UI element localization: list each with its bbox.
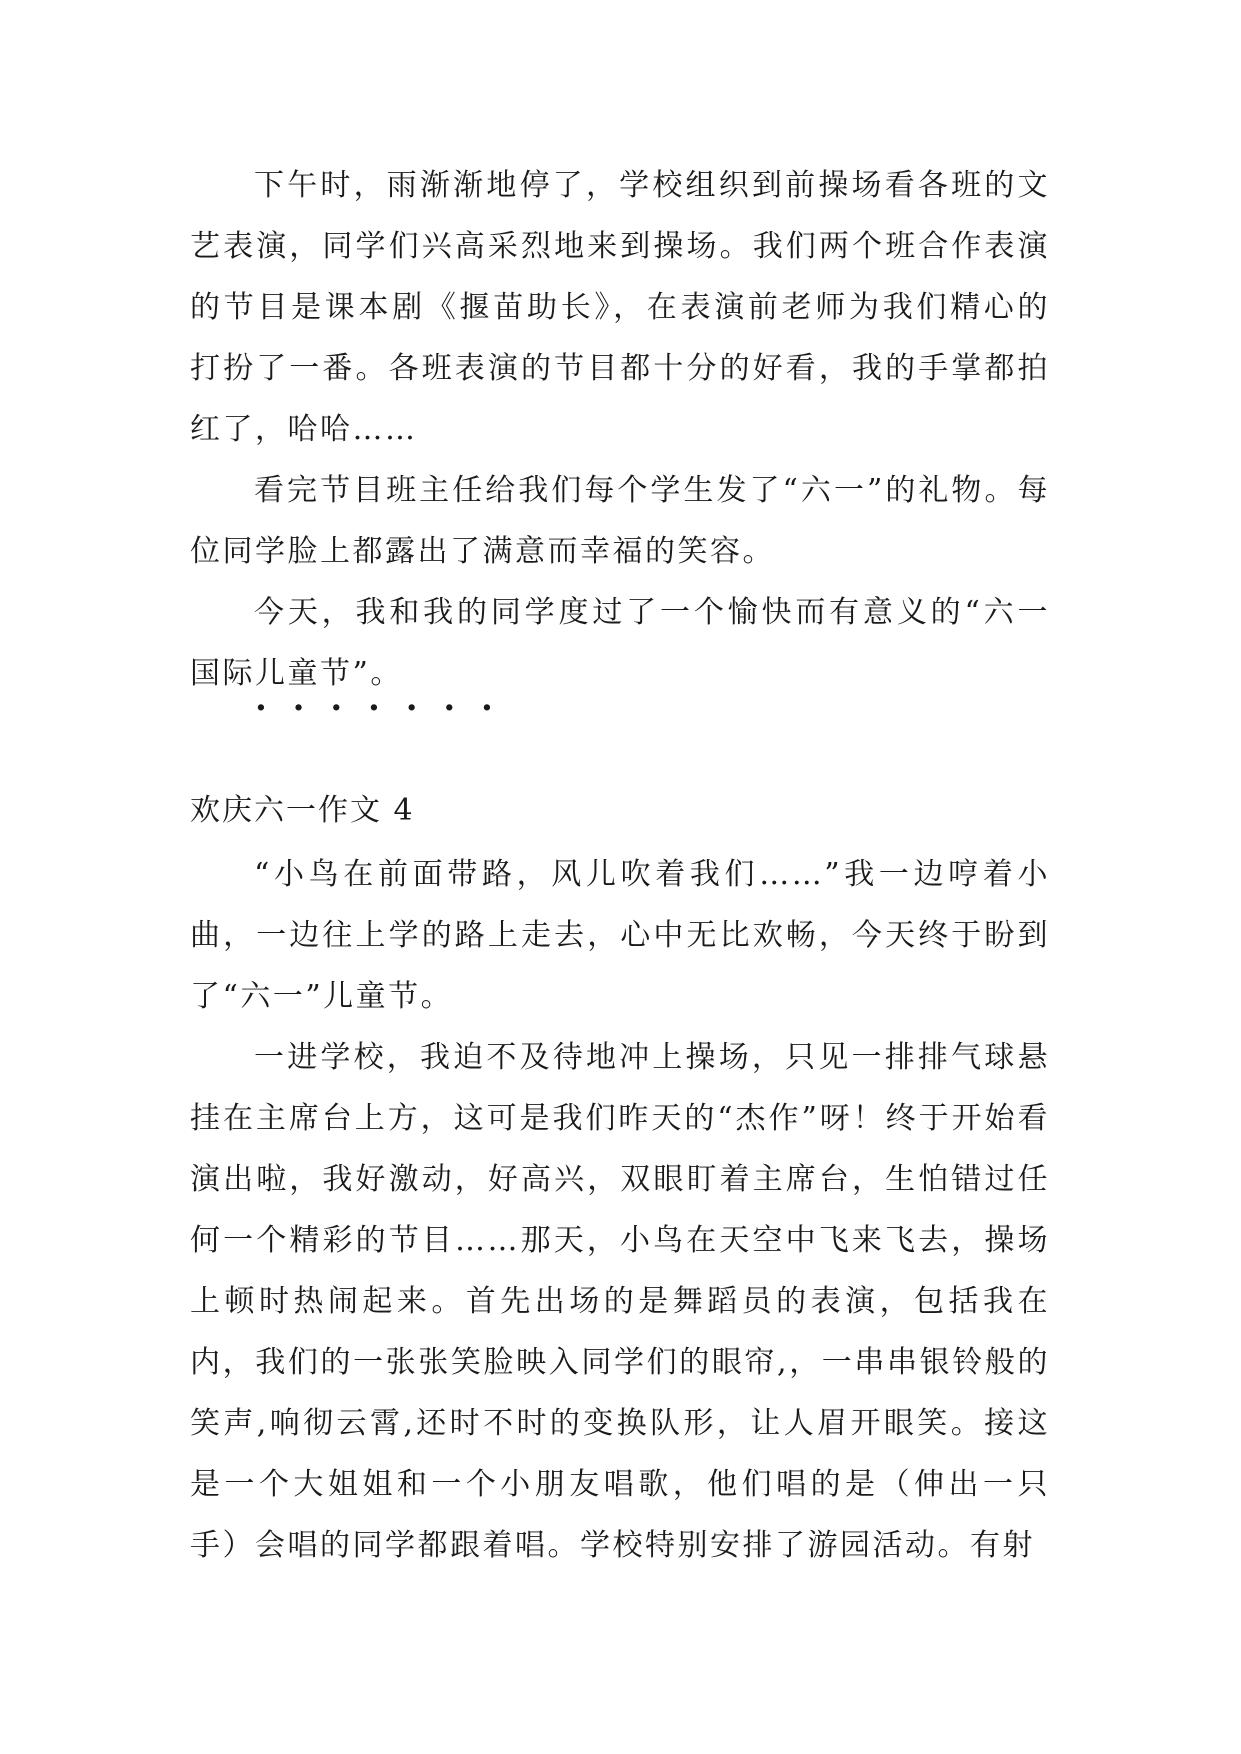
- paragraph: 下午时，雨渐渐地停了，学校组织到前操场看各班的文艺表演，同学们兴高采烈地来到操场。我们两个班合作表演的节目是课本剧《揠苗助长》，在表演前老师为我们精心的打扮了一番。各班表演的节目都十分的好看，我的手掌都拍红了，哈哈……: [190, 168, 1050, 447]
- essay-body-bottom: [190, 844, 1050, 1576]
- paragraph: 今天，我和我的同学度过了一个愉快而有意义的“六一国际儿童节”。: [190, 595, 1050, 691]
- essay-body-top: [190, 155, 1050, 704]
- paragraph: 一进学校，我迫不及待地冲上操场，只见一排排气球悬挂在主席台上方，这可是我们昨天的“杰作”呀！终于开始看演出啦，我好激动，好高兴，双眼盯着主席台，生怕错过任何一个精彩的节目……那天，小鸟在天空中飞来飞去，操场上顿时热闹起来。首先出场的是舞蹈员的表演，包括我在内，我们的一张张笑脸映入同学们的眼帘,，一串串银铃般的笑声,响彻云霄,还时不时的变换队形，让人眉开眼笑。接这是一个大姐姐和一个小朋友唱歌，他们唱的是（伸出一只手）会唱的同学都跟着唱。学校特别安排了游园活动。有射: [190, 1040, 1050, 1563]
- paragraph: “小鸟在前面带路，风儿吹着我们……”我一边哼着小曲，一边往上学的路上走去，心中无比欢畅，今天终于盼到了“六一”儿童节。: [190, 857, 1050, 1014]
- section-separator: · · · · · · ·: [255, 688, 500, 728]
- section-title: 欢庆六一作文 4: [190, 793, 415, 828]
- paragraph: 看完节目班主任给我们每个学生发了“六一”的礼物。每位同学脸上都露出了满意而幸福的笑容。: [190, 473, 1050, 569]
